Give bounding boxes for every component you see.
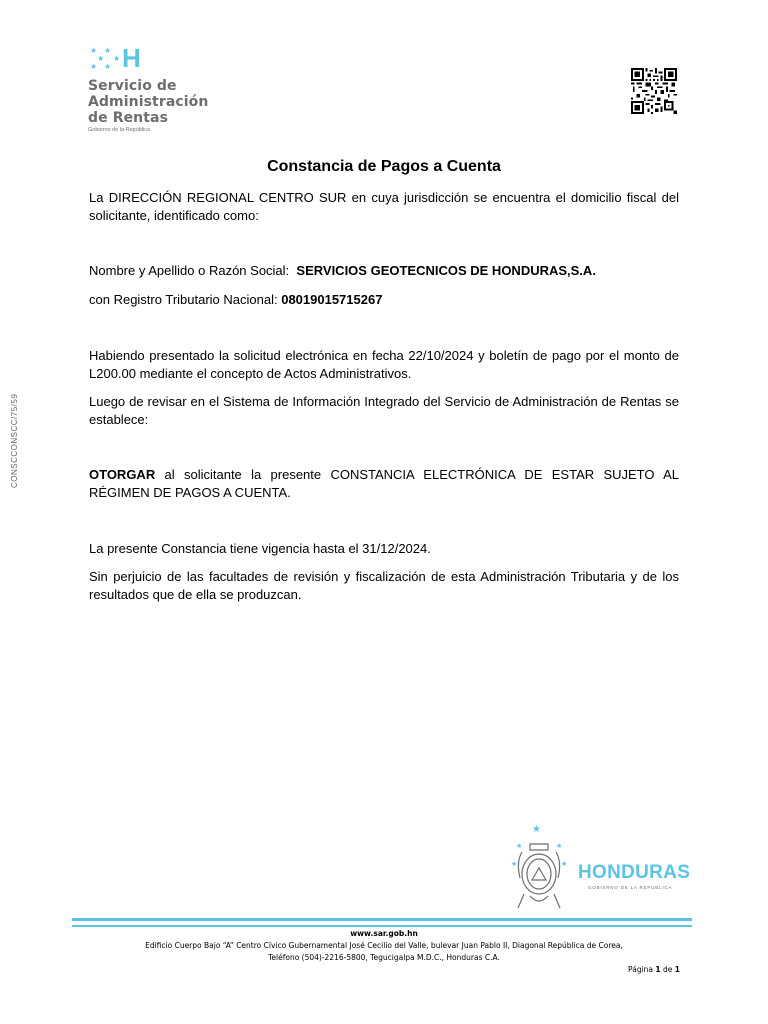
page-label: Página [628, 965, 654, 974]
svg-text:★: ★ [516, 842, 523, 850]
logo-name [88, 78, 238, 126]
grant-text: al solicitante la presente CONSTANCIA ELECTRÓNICA DE ESTAR SUJETO AL RÉGIMEN DE PAGOS A CUENTA. [89, 467, 679, 500]
request-paragraph: Habiendo presentado la solicitud electrónica en fecha 22/10/2024 y boletín de pago por el monto de L200.00 mediante el concepto de Actos Administrativos. [89, 348, 679, 381]
grant-paragraph [89, 466, 679, 502]
name-label: Nombre y Apellido o Razón Social: [89, 263, 290, 278]
disclaimer-paragraph: Sin perjuicio de las facultades de revisión y fiscalización de esta Administración Tributaria y de los resultados que de ella se produzcan. [89, 569, 679, 602]
logo-subtitle: Gobierno de la República [88, 127, 151, 133]
side-document-code: CONSCCONSCC/75/59 [10, 393, 19, 488]
logo-line2: Administración [88, 94, 209, 110]
star-icon: ★ [97, 54, 105, 63]
rtn-line [89, 291, 679, 309]
rtn-label: con Registro Tributario Nacional: [89, 292, 278, 307]
honduras-wordmark: HONDURAS [578, 862, 691, 883]
star-icon: ★ [90, 62, 98, 71]
validity-paragraph: La presente Constancia tiene vigencia hasta el 31/12/2024. [89, 541, 431, 556]
review-paragraph: Luego de revisar en el Sistema de Información Integrado del Servicio de Administración de Rentas se establece: [89, 394, 679, 427]
rtn-value: 08019015715267 [281, 292, 383, 307]
footer-divider-top [72, 918, 692, 921]
footer-phone: Teléfono (504)-2216-5800, Tegucigalpa M.D.C., Honduras C.A. [268, 953, 500, 962]
name-value: SERVICIOS GEOTECNICOS DE HONDURAS,S.A. [296, 263, 596, 278]
star-icon: ★ [113, 54, 121, 63]
svg-text:★: ★ [511, 860, 518, 868]
sar-logo [88, 43, 238, 134]
page-of: de [663, 965, 673, 974]
svg-text:★: ★ [556, 842, 563, 850]
footer-divider-bottom [72, 925, 692, 927]
logo-line3: de Rentas [88, 110, 169, 126]
honduras-subtitle: GOBIERNO DE LA REPÚBLICA [588, 885, 673, 890]
page-current: 1 [655, 965, 661, 974]
coat-of-arms-icon [508, 822, 570, 914]
document-title: Constancia de Pagos a Cuenta [267, 158, 501, 175]
page-total: 1 [674, 965, 680, 974]
svg-text:★: ★ [561, 860, 568, 868]
qr-code-icon [631, 68, 677, 114]
star-icon: ★ [104, 46, 112, 55]
logo-line1: Servicio de [88, 78, 177, 94]
star-icon: ★ [104, 62, 112, 71]
sar-logo-mark [88, 43, 238, 74]
footer-website: www.sar.gob.hn [350, 929, 418, 938]
taxpayer-name-line [89, 262, 679, 280]
svg-text:★: ★ [532, 824, 541, 835]
h-letter-icon: H [122, 43, 141, 73]
footer-address: Edificio Cuerpo Bajo “A” Centro Cívico Gubernamental José Cecilio del Valle, bulevar Juan Pablo II, Diagonal República de Corea, [145, 941, 623, 950]
intro-paragraph: La DIRECCIÓN REGIONAL CENTRO SUR en cuya jurisdicción se encuentra el domicilio fiscal del solicitante, identificado como: [89, 190, 679, 223]
star-icon: ★ [90, 46, 98, 55]
grant-keyword: OTORGAR [89, 467, 156, 482]
page-number [628, 965, 680, 974]
